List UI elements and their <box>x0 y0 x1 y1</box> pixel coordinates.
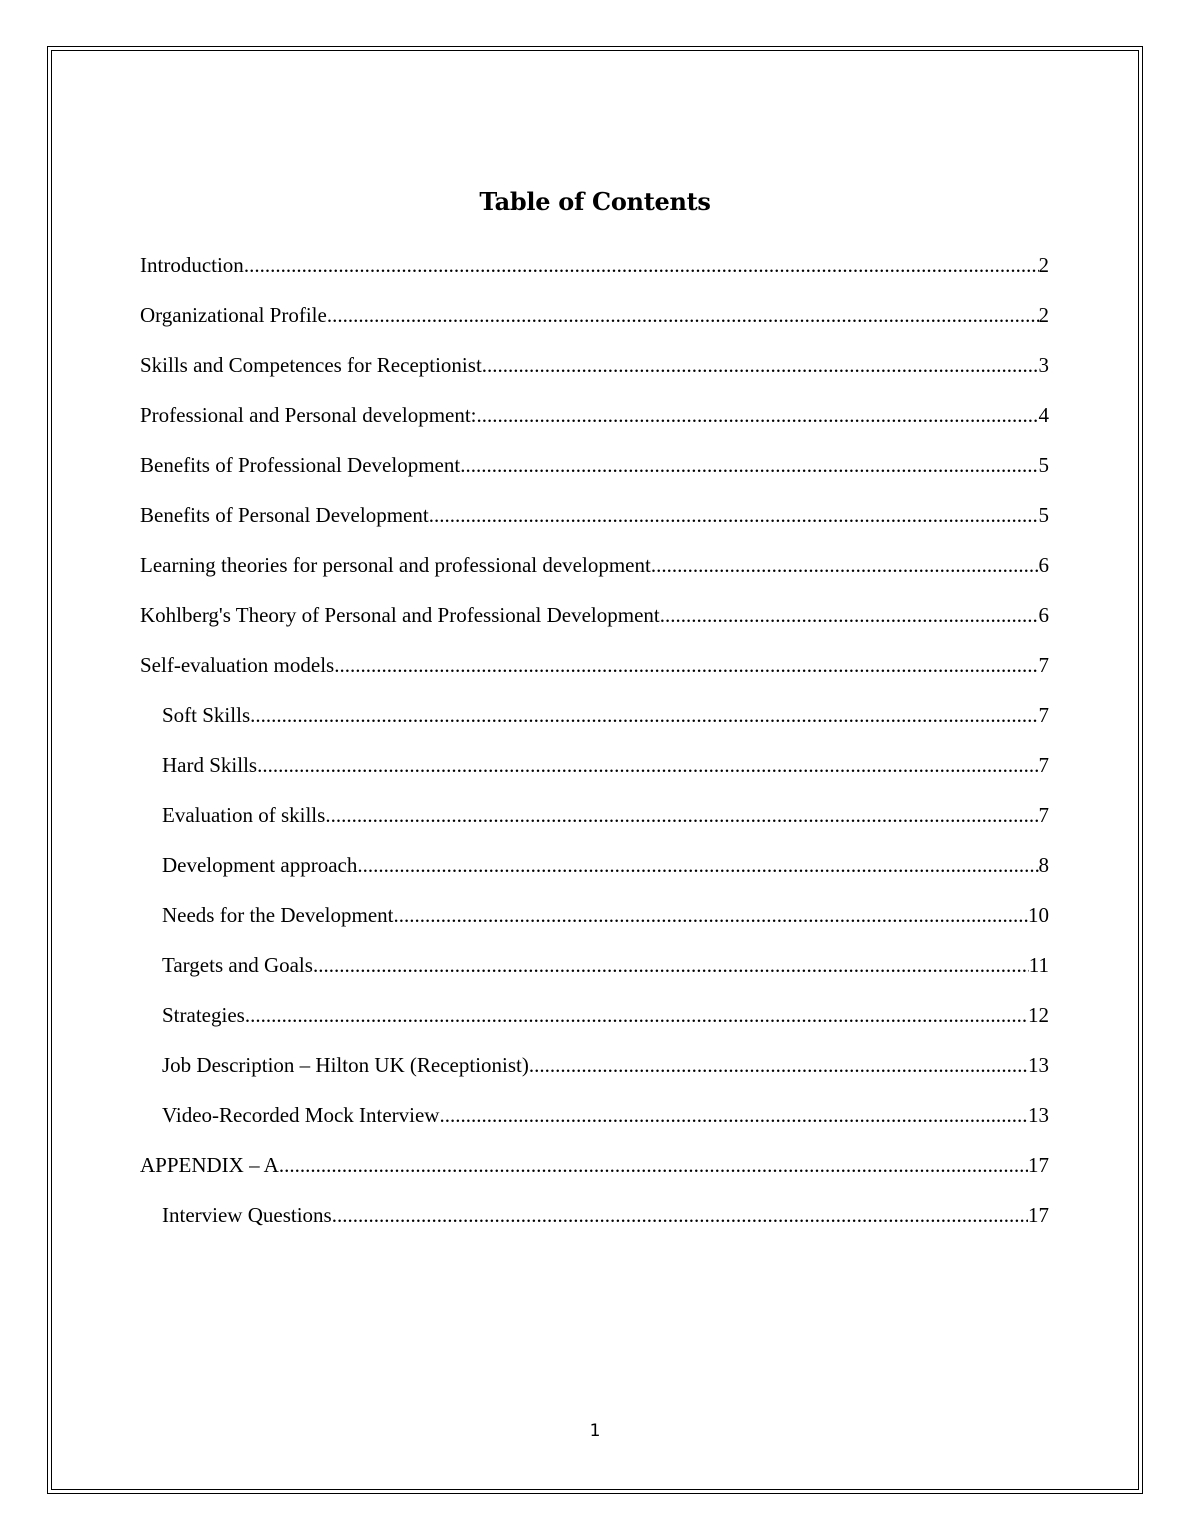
toc-entry-page[interactable]: 5 <box>1038 453 1049 477</box>
toc-entry-page[interactable]: 6 <box>1038 603 1049 627</box>
toc-dot-leader <box>357 850 1038 880</box>
toc-entry-label[interactable]: Interview Questions <box>162 1203 332 1227</box>
toc-entry-page[interactable]: 17 <box>1028 1153 1049 1177</box>
toc-entry[interactable] <box>140 1150 1049 1200</box>
toc-entry[interactable] <box>140 400 1049 450</box>
toc-entry-page[interactable]: 17 <box>1028 1203 1049 1227</box>
toc-entry-page[interactable]: 10 <box>1028 903 1049 927</box>
toc-entry-label[interactable]: Benefits of Professional Development <box>140 453 461 477</box>
toc-dot-leader <box>279 1150 1028 1180</box>
toc-subentry[interactable] <box>140 1050 1049 1100</box>
toc-entry-page[interactable]: 6 <box>1038 553 1049 577</box>
toc-entry[interactable] <box>140 550 1049 600</box>
toc-dot-leader <box>460 450 1038 480</box>
toc-subentry[interactable] <box>140 800 1049 850</box>
toc-entry[interactable] <box>140 600 1049 650</box>
toc-subentry[interactable] <box>140 900 1049 950</box>
toc-entry-page[interactable]: 2 <box>1038 253 1049 277</box>
toc-dot-leader <box>325 800 1038 830</box>
toc-dot-leader <box>250 700 1038 730</box>
toc-dot-leader <box>334 650 1038 680</box>
toc-entry-page[interactable]: 7 <box>1038 703 1049 727</box>
page-number: 1 <box>589 1421 601 1441</box>
toc-dot-leader <box>429 500 1039 530</box>
toc-entry-page[interactable]: 13 <box>1028 1053 1049 1077</box>
toc-entry-label[interactable]: Self-evaluation models <box>140 653 335 677</box>
toc-subentry[interactable] <box>140 1000 1049 1050</box>
toc-entry[interactable] <box>140 500 1049 550</box>
toc-entry-label[interactable]: Learning theories for personal and professional development. <box>140 553 657 577</box>
toc-entry-label[interactable]: Video-Recorded Mock Interview <box>162 1103 440 1127</box>
toc-dot-leader <box>529 1050 1028 1080</box>
toc-entry-page[interactable]: 7 <box>1038 653 1049 677</box>
toc-entry-label[interactable]: Soft Skills <box>162 703 251 727</box>
toc-entry-label[interactable]: Hard Skills <box>162 753 258 777</box>
toc-entry[interactable] <box>140 350 1049 400</box>
toc-entry-label[interactable]: Benefits of Personal Development <box>140 503 429 527</box>
toc-dot-leader <box>656 550 1038 580</box>
toc-entry-label[interactable]: APPENDIX – A <box>140 1153 279 1177</box>
table-of-contents <box>140 250 1049 1250</box>
toc-entry-label[interactable]: Needs for the Development <box>162 903 394 927</box>
toc-entry-page[interactable]: 8 <box>1038 853 1049 877</box>
toc-subentry[interactable] <box>140 1100 1049 1150</box>
toc-entry-label[interactable]: Skills and Competences for Receptionist <box>140 353 482 377</box>
toc-entry-page[interactable]: 11 <box>1028 953 1049 977</box>
toc-dot-leader <box>660 600 1039 630</box>
toc-entry-page[interactable]: 5 <box>1038 503 1049 527</box>
toc-subentry[interactable] <box>140 850 1049 900</box>
toc-entry-label[interactable]: Job Description – Hilton UK (Receptionist) <box>162 1053 529 1077</box>
toc-entry-page[interactable]: 7 <box>1038 803 1049 827</box>
toc-entry[interactable] <box>140 450 1049 500</box>
toc-entry-label[interactable]: Evaluation of skills <box>162 803 326 827</box>
toc-entry-label[interactable]: Introduction <box>140 253 244 277</box>
toc-dot-leader <box>244 250 1039 280</box>
toc-dot-leader <box>313 950 1029 980</box>
toc-entry-label[interactable]: Strategies <box>162 1003 245 1027</box>
toc-dot-leader <box>332 1200 1028 1230</box>
toc-entry-label[interactable]: Organizational Profile <box>140 303 327 327</box>
toc-subentry[interactable] <box>140 950 1049 1000</box>
toc-dot-leader <box>394 900 1028 930</box>
toc-entry-label[interactable]: Professional and Personal development: <box>140 403 477 427</box>
toc-entry-page[interactable]: 4 <box>1038 403 1049 427</box>
toc-dot-leader <box>477 400 1039 430</box>
toc-entry-label[interactable]: Development approach <box>162 853 358 877</box>
toc-entry-label[interactable]: Targets and Goals <box>162 953 313 977</box>
toc-dot-leader <box>257 750 1038 780</box>
toc-dot-leader <box>439 1100 1028 1130</box>
toc-entry-label[interactable]: Kohlberg's Theory of Personal and Professional Development <box>140 603 660 627</box>
toc-entry[interactable] <box>140 300 1049 350</box>
toc-heading: Table of Contents <box>479 187 711 216</box>
toc-subentry[interactable] <box>140 700 1049 750</box>
toc-dot-leader <box>482 350 1039 380</box>
toc-entry[interactable] <box>140 650 1049 700</box>
toc-entry[interactable] <box>140 250 1049 300</box>
toc-entry-page[interactable]: 3 <box>1038 353 1049 377</box>
toc-entry-page[interactable]: 12 <box>1028 1003 1049 1027</box>
toc-entry-page[interactable]: 2 <box>1038 303 1049 327</box>
toc-subentry[interactable] <box>140 750 1049 800</box>
toc-subentry[interactable] <box>140 1200 1049 1250</box>
toc-entry-page[interactable]: 7 <box>1038 753 1049 777</box>
toc-dot-leader <box>327 300 1039 330</box>
toc-entry-page[interactable]: 13 <box>1028 1103 1049 1127</box>
toc-dot-leader <box>245 1000 1028 1030</box>
